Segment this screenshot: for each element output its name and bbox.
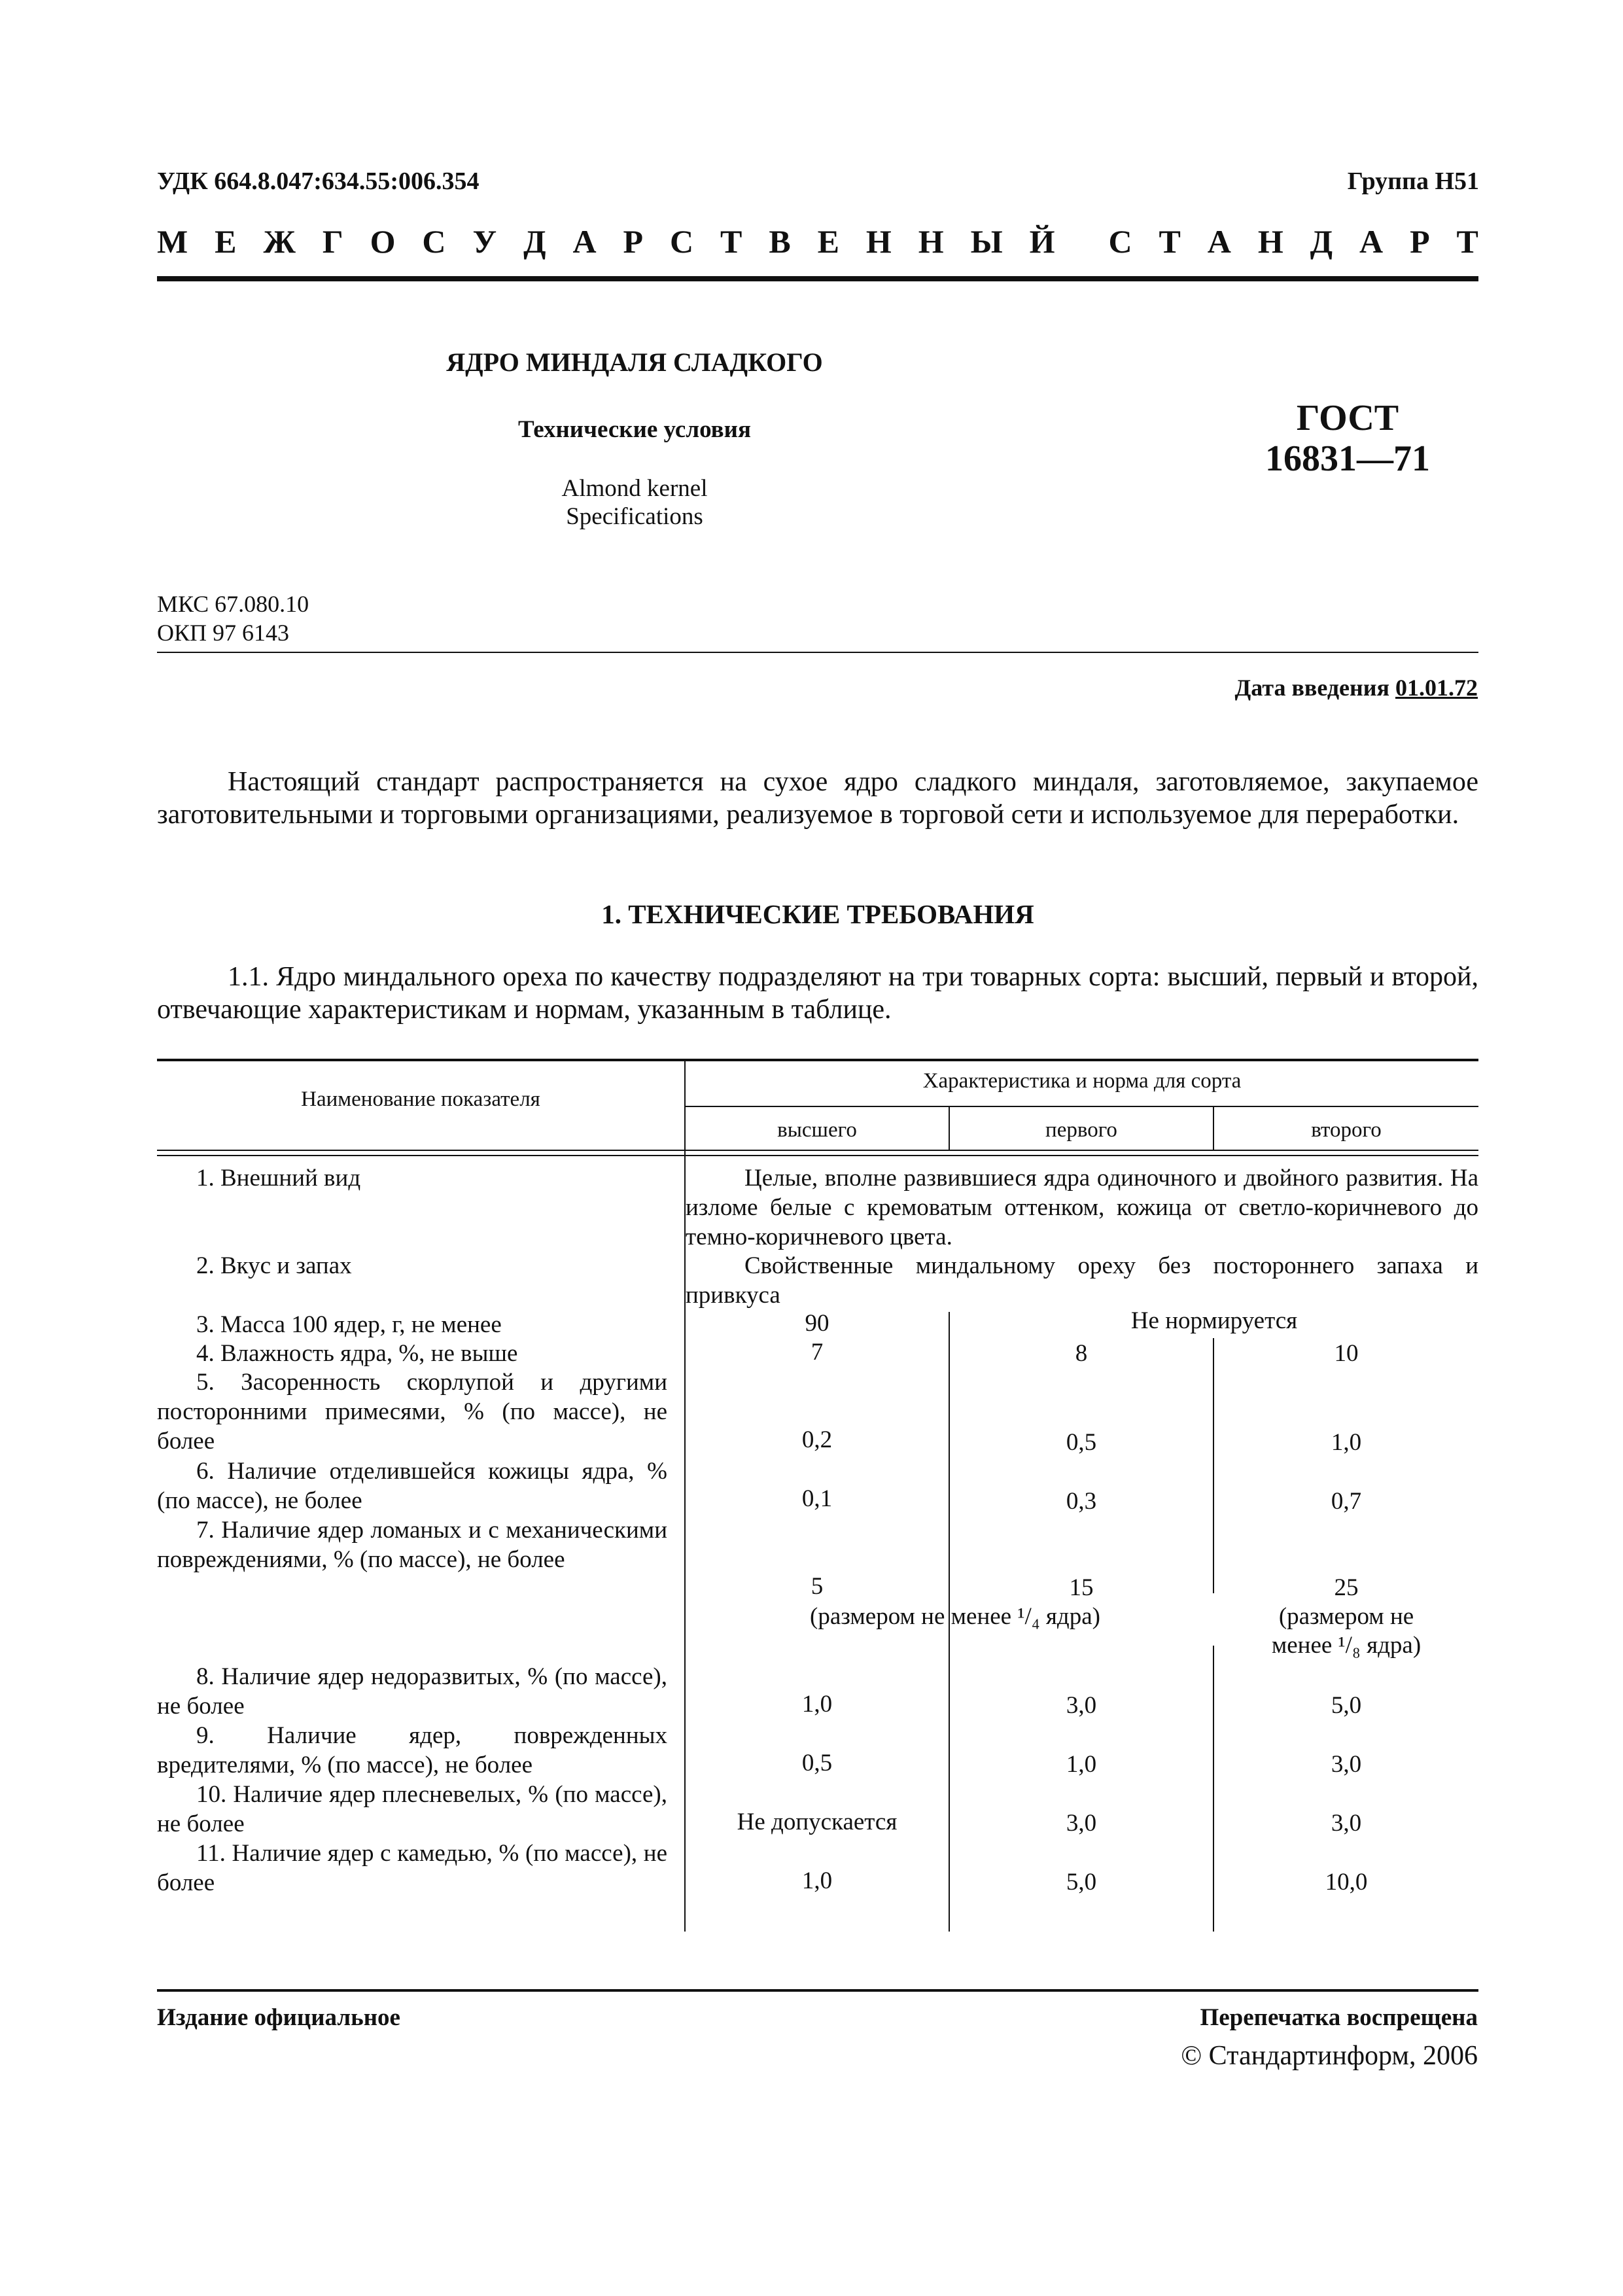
row-name: 4. Влажность ядра, %, не выше — [196, 1340, 518, 1367]
cell-value: 1,0 — [801, 1691, 833, 1718]
gost-label: ГОСТ — [1296, 398, 1399, 438]
document-title: ЯДРО МИНДАЛЯ СЛАДКОГО — [446, 347, 823, 377]
cell-value: 3,0 — [1331, 1751, 1362, 1778]
banner-letter: Н — [1257, 223, 1283, 260]
date-value: 01.01.72 — [1395, 675, 1478, 701]
cell-value: 7 — [811, 1339, 824, 1366]
cell-value: 0,5 — [801, 1750, 833, 1776]
gost-number: 16831—71 — [1265, 438, 1430, 479]
table-group-rule — [686, 1106, 1478, 1107]
introduction-date — [1235, 674, 1478, 701]
mks-code: МКС 67.080.10 — [157, 591, 309, 617]
column-header-group: Характеристика и норма для сорта — [922, 1069, 1242, 1093]
cell-note-grade-3b: менее ¹/₈ ядра) — [1271, 1632, 1422, 1659]
gost-designation — [1178, 398, 1518, 479]
intro-paragraph: Настоящий стандарт распространяется на сухое ядро сладкого миндаля, заготовляемое, закупаемое заготовительными и торговыми организациями, реализуемое в торговой сети и используемое для переработки. — [157, 767, 1478, 830]
banner-letter: С — [1108, 223, 1132, 260]
banner-letter: У — [472, 223, 497, 260]
cell-value: 0,7 — [1331, 1488, 1362, 1515]
english-subtitle: Specifications — [566, 503, 703, 530]
banner-rule — [157, 276, 1478, 281]
cell-value: 15 — [1069, 1574, 1094, 1601]
cell-value: 0,1 — [801, 1485, 833, 1512]
cell-note-grade-3a: (размером не — [1278, 1603, 1414, 1630]
document-subtitle: Технические условия — [518, 416, 751, 443]
cell-value: 0,2 — [801, 1426, 833, 1453]
row-name: 1. Внешний вид — [196, 1165, 361, 1192]
column-header-name: Наименование показателя — [301, 1087, 540, 1111]
okp-code: ОКП 97 6143 — [157, 620, 290, 646]
banner-letter: Д — [1310, 223, 1333, 260]
date-label: Дата введения — [1234, 675, 1389, 701]
table-top-rule — [157, 1059, 1478, 1061]
cell-value: 1,0 — [1331, 1429, 1362, 1456]
row-span-value: Целые, вполне развившиеся ядра одиночного и двойного развития. На изломе белые с кремоватым оттенком, кожица от светло-коричневого до темно-коричневого цвета. — [686, 1165, 1478, 1250]
cell-value: 0,3 — [1066, 1488, 1097, 1515]
section-heading: 1. ТЕХНИЧЕСКИЕ ТРЕБОВАНИЯ — [601, 899, 1034, 929]
edition-note: Издание официальное — [157, 2004, 400, 2031]
paragraph-1-1: 1.1. Ядро миндального ореха по качеству подразделяют на три товарных сорта: высший, первый и второй, отвечающие характеристикам и нормам, указанным в таблице. — [157, 962, 1478, 1025]
standard-banner — [157, 222, 1478, 260]
english-title: Almond kernel — [561, 475, 708, 502]
row-span-value: Свойственные миндальному ореху без постороннего запаха и привкуса — [686, 1252, 1478, 1309]
cell-value: 1,0 — [801, 1867, 833, 1894]
banner-letter: Ж — [263, 223, 296, 260]
cell-value: Не допускается — [737, 1809, 898, 1835]
table-header-rule — [157, 1150, 1478, 1151]
banner-letter: Т — [720, 223, 742, 260]
row-name: 8. Наличие ядер недоразвитых, % (по массе), не более — [157, 1663, 667, 1720]
banner-letter: Н — [918, 223, 944, 260]
copyright-note: © Стандартинформ, 2006 — [1181, 2041, 1478, 2071]
cell-value: 3,0 — [1066, 1692, 1097, 1719]
cell-value: 0,5 — [1066, 1429, 1097, 1456]
group-code: Группа Н51 — [1347, 168, 1479, 195]
banner-letter: М — [157, 223, 188, 260]
banner-letter: А — [1207, 223, 1231, 260]
banner-letter: Р — [1410, 223, 1430, 260]
banner-letter: Н — [865, 223, 892, 260]
banner-letter: Ы — [970, 223, 1003, 260]
table-header-rule-double — [157, 1155, 1478, 1156]
banner-letter: А — [1359, 223, 1384, 260]
column-header-grade-second: второго — [1311, 1118, 1382, 1142]
banner-letter: Г — [322, 223, 343, 260]
cell-note-grades-1-2: (размером не менее ¹/₄ ядра) — [810, 1603, 1100, 1630]
cell-value: 25 — [1334, 1574, 1359, 1601]
column-header-grade-top: высшего — [777, 1118, 857, 1142]
row-name: 2. Вкус и запах — [196, 1252, 352, 1279]
cell-value-span: Не нормируется — [1130, 1307, 1298, 1334]
banner-letter: Е — [817, 223, 839, 260]
row-name: 7. Наличие ядер ломаных и с механическими повреждениями, % (по массе), не более — [157, 1517, 667, 1573]
udk-code: УДК 664.8.047:634.55:006.354 — [157, 168, 480, 195]
cell-value: 5 — [811, 1573, 824, 1600]
row-name: 5. Засоренность скорлупой и другими посторонними примесями, % (по массе), не более — [157, 1369, 667, 1455]
banner-letter: Т — [1456, 223, 1478, 260]
row-name: 10. Наличие ядер плесневелых, % (по массе), не более — [157, 1781, 667, 1837]
reprint-note: Перепечатка воспрещена — [1200, 2004, 1478, 2031]
banner-letter: В — [769, 223, 791, 260]
row-name: 9. Наличие ядер, поврежденных вредителями, % (по массе), не более — [157, 1722, 667, 1778]
footer-rule — [157, 1989, 1478, 1992]
banner-letter: С — [422, 223, 446, 260]
cell-value: 1,0 — [1066, 1751, 1097, 1778]
table-divider-body-2a — [1213, 1338, 1214, 1593]
cell-value: 10 — [1334, 1340, 1359, 1367]
banner-letter: Е — [215, 223, 237, 260]
row-name: 3. Масса 100 ядер, г, не менее — [196, 1311, 502, 1338]
cell-value: 3,0 — [1066, 1810, 1097, 1837]
banner-letter: Т — [1159, 223, 1181, 260]
cell-value: 90 — [805, 1310, 829, 1337]
row-name: 11. Наличие ядер с камедью, % (по массе), не более — [157, 1840, 667, 1896]
row-name: 6. Наличие отделившейся кожицы ядра, % (по массе), не более — [157, 1458, 667, 1514]
cell-value: 5,0 — [1331, 1692, 1362, 1719]
codes-rule — [157, 652, 1478, 653]
cell-value: 8 — [1075, 1340, 1088, 1367]
banner-letter: О — [370, 223, 396, 260]
banner-letter: Р — [623, 223, 644, 260]
column-header-grade-first: первого — [1045, 1118, 1117, 1142]
banner-letter: Й — [1029, 223, 1055, 260]
banner-letter: А — [572, 223, 597, 260]
banner-letter: Д — [523, 223, 546, 260]
cell-value: 10,0 — [1325, 1869, 1368, 1896]
cell-value: 5,0 — [1066, 1869, 1097, 1896]
banner-letter: С — [669, 223, 694, 260]
cell-value: 3,0 — [1331, 1810, 1362, 1837]
